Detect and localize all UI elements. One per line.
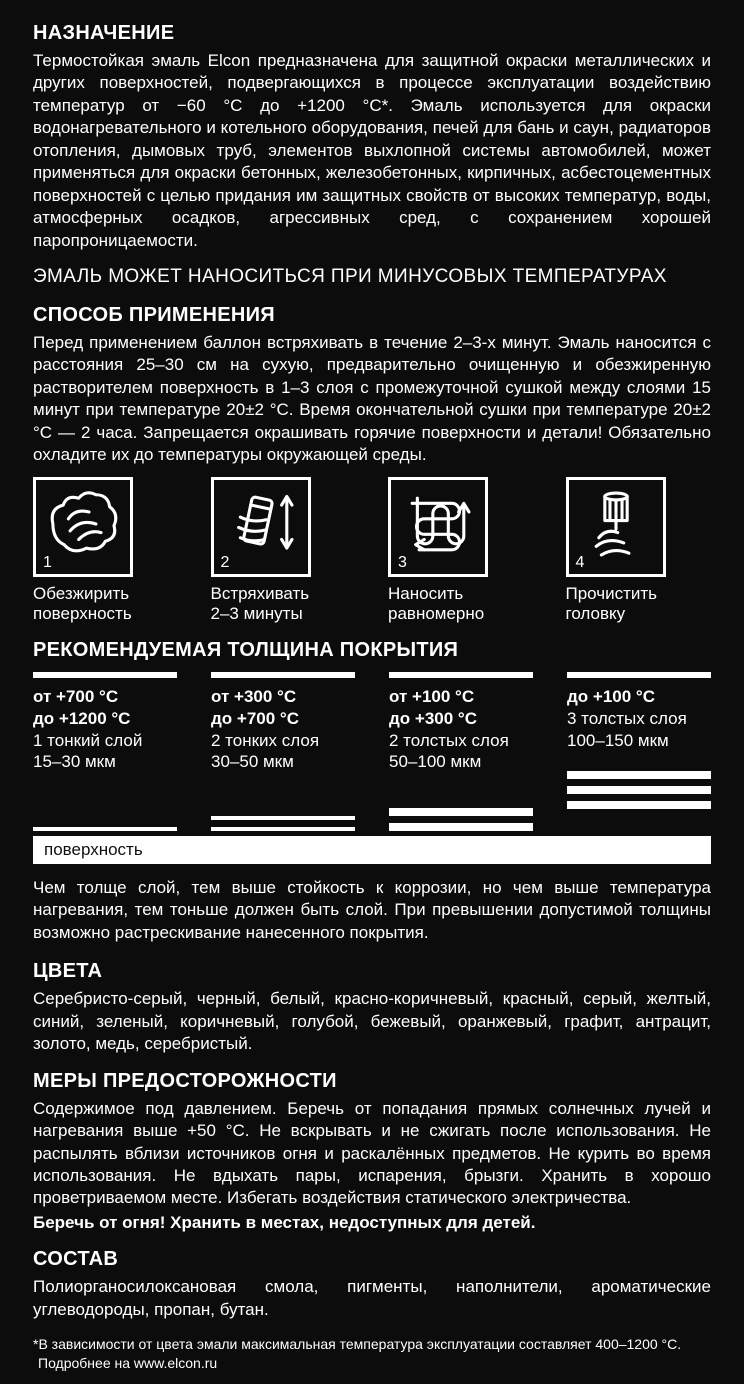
column-rule: [211, 672, 355, 678]
application-title: СПОСОБ ПРИМЕНЕНИЯ: [33, 303, 275, 326]
coat-layer-stripe: [389, 823, 533, 831]
surface-label: поверхность: [44, 840, 143, 860]
coat-layer-stripe: [211, 816, 355, 820]
step-label: Прочистить головку: [565, 583, 658, 624]
temp-from: от +300 °C: [211, 687, 297, 707]
clean-nozzle-icon: [573, 481, 659, 572]
thickness-title: РЕКОМЕНДУЕМАЯ ТОЛЩИНА ПОКРЫТИЯ: [33, 639, 459, 662]
step-box: [566, 477, 666, 577]
coat-layer-stripe: [33, 827, 177, 831]
thickness-column: [211, 672, 355, 831]
step-item: [211, 477, 357, 625]
composition-body: Полиорганосилоксановая смола, пигменты, наполнители, ароматические углеводороды, пропан, бутан.: [33, 1277, 711, 1319]
temp-from: от +700 °C: [33, 687, 119, 707]
step-item: [566, 477, 712, 625]
thickness-microns: 30–50 мкм: [211, 752, 294, 772]
coat-stripes: [211, 773, 355, 831]
temp-to: до +700 °C: [211, 708, 299, 728]
precautions-title: МЕРЫ ПРЕДОСТОРОЖНОСТИ: [33, 1069, 337, 1092]
colors-title: ЦВЕТА: [33, 960, 103, 983]
step-number: 2: [220, 553, 230, 571]
step-box: [33, 477, 133, 577]
coat-stripes: [567, 751, 711, 809]
thickness-microns: 50–100 мкм: [389, 752, 482, 772]
spray-pattern-icon: [395, 481, 481, 572]
step-box: [211, 477, 311, 577]
coat-layer-stripe: [567, 786, 711, 794]
thickness-table: [33, 672, 711, 831]
step-number: 3: [398, 553, 407, 571]
precaution-warning: Беречь от огня! Хранить в местах, недоступных для детей.: [33, 1212, 536, 1232]
thickness-section: [33, 639, 711, 944]
thickness-microns: 15–30 мкм: [33, 752, 116, 772]
coat-stripes: [389, 773, 533, 831]
coat-layer-stripe: [389, 808, 533, 816]
application-section: [33, 304, 711, 467]
temp-to: до +300 °C: [389, 708, 477, 728]
thickness-column: [567, 672, 711, 831]
degrease-icon: [40, 481, 126, 572]
layers-count: 2 толстых слоя: [389, 730, 509, 750]
footnote: *В зависимости от цвета эмали максимальная температура эксплуатации составляет 400–1200 °C.: [33, 1336, 682, 1353]
purpose-section: [33, 22, 711, 252]
shake-icon: [218, 481, 304, 572]
coat-layer-stripe: [567, 801, 711, 809]
precautions-section: [33, 1070, 711, 1235]
precautions-body: Содержимое под давлением. Беречь от попадания прямых солнечных лучей и нагревания выше +50 °C. Не вскрывать и не сжигать после использования. Не распылять вблизи источников огня и раскалённых предметов. Не курить во время использования. Не вдыхать пары, испарения, брызги. Хранить в хорошо проветриваемом месте. Избегать воздействия статического электричества.: [33, 1098, 711, 1208]
layers-count: 2 тонких слоя: [211, 730, 320, 750]
application-steps: [33, 477, 711, 625]
column-rule: [567, 672, 711, 678]
colors-section: [33, 960, 711, 1055]
step-label: Наносить равномерно: [388, 583, 485, 624]
low-temp-banner: ЭМАЛЬ МОЖЕТ НАНОСИТЬСЯ ПРИ МИНУСОВЫХ ТЕМПЕРАТУРАХ: [33, 265, 667, 287]
step-number: 4: [575, 553, 585, 571]
colors-body: Серебристо-серый, черный, белый, красно-коричневый, красный, серый, желтый, синий, зеленый, коричневый, голубой, бежевый, оранжевый, графит, антрацит, золото, медь, серебристый.: [33, 989, 711, 1054]
layers-count: 3 толстых слоя: [567, 708, 687, 728]
coat-layer-stripe: [211, 827, 355, 831]
step-item: [388, 477, 534, 625]
composition-section: [33, 1248, 711, 1321]
purpose-body: Термостойкая эмаль Elcon предназначена для защитной окраски металлических и других поверхностей, подвергающихся в процессе эксплуатации воздействию температур от −60 °C до +1200 °C*. Эмаль используется для окраски водонагревательного и котельного оборудования, печей для бань и саун, радиаторов отопления, дымовых труб, элементов выхлопной системы автомобилей, может применяться для окраски бетонных, железобетонных, кирпичных, асбестоцементных поверхностей с целью придания им защитных свойств от высоких температур, воды, атмосферных осадков, агрессивных сред, с сохранением хорошей паропроницаемости.: [33, 51, 711, 250]
layers-count: 1 тонкий слой: [33, 730, 143, 750]
thickness-column: [389, 672, 533, 831]
website-note: Подробнее на www.elcon.ru: [38, 1354, 218, 1371]
coat-layer-stripe: [567, 771, 711, 779]
step-label: Встряхивать 2–3 минуты: [210, 583, 310, 624]
step-item: [33, 477, 179, 625]
surface-bar: [33, 836, 711, 864]
thickness-microns: 100–150 мкм: [567, 730, 669, 750]
step-box: [388, 477, 488, 577]
application-body: Перед применением баллон встряхивать в течение 2–3-х минут. Эмаль наносится с расстояния 25–30 см на сухую, предварительно очищенную и обезжиренную растворителем поверхность в 1–3 слоя с промежуточной сушкой между слоями 15 минут при температуре 20±2 °C. Время окончательной сушки при температуре 20±2 °C — 2 часа. Запрещается окрашивать горячие поверхности и детали! Обязательно охладите их до температуры окружающей среды.: [33, 332, 711, 465]
temp-from: от +100 °C: [389, 687, 475, 707]
temp-from: до +100 °C: [567, 687, 655, 707]
thickness-column: [33, 672, 177, 831]
temp-to: до +1200 °C: [33, 708, 131, 728]
purpose-title: НАЗНАЧЕНИЕ: [33, 22, 175, 44]
step-number: 1: [43, 553, 52, 571]
column-rule: [389, 672, 533, 678]
step-label: Обезжирить поверхность: [33, 583, 132, 624]
composition-title: СОСТАВ: [33, 1248, 119, 1271]
column-rule: [33, 672, 177, 678]
thickness-note: Чем толще слой, тем выше стойкость к коррозии, но чем выше температура нагревания, тем тоньше должен быть слой. При превышении допустимой толщины возможно растрескивание нанесенного покрытия.: [33, 878, 711, 942]
coat-stripes: [33, 773, 177, 831]
